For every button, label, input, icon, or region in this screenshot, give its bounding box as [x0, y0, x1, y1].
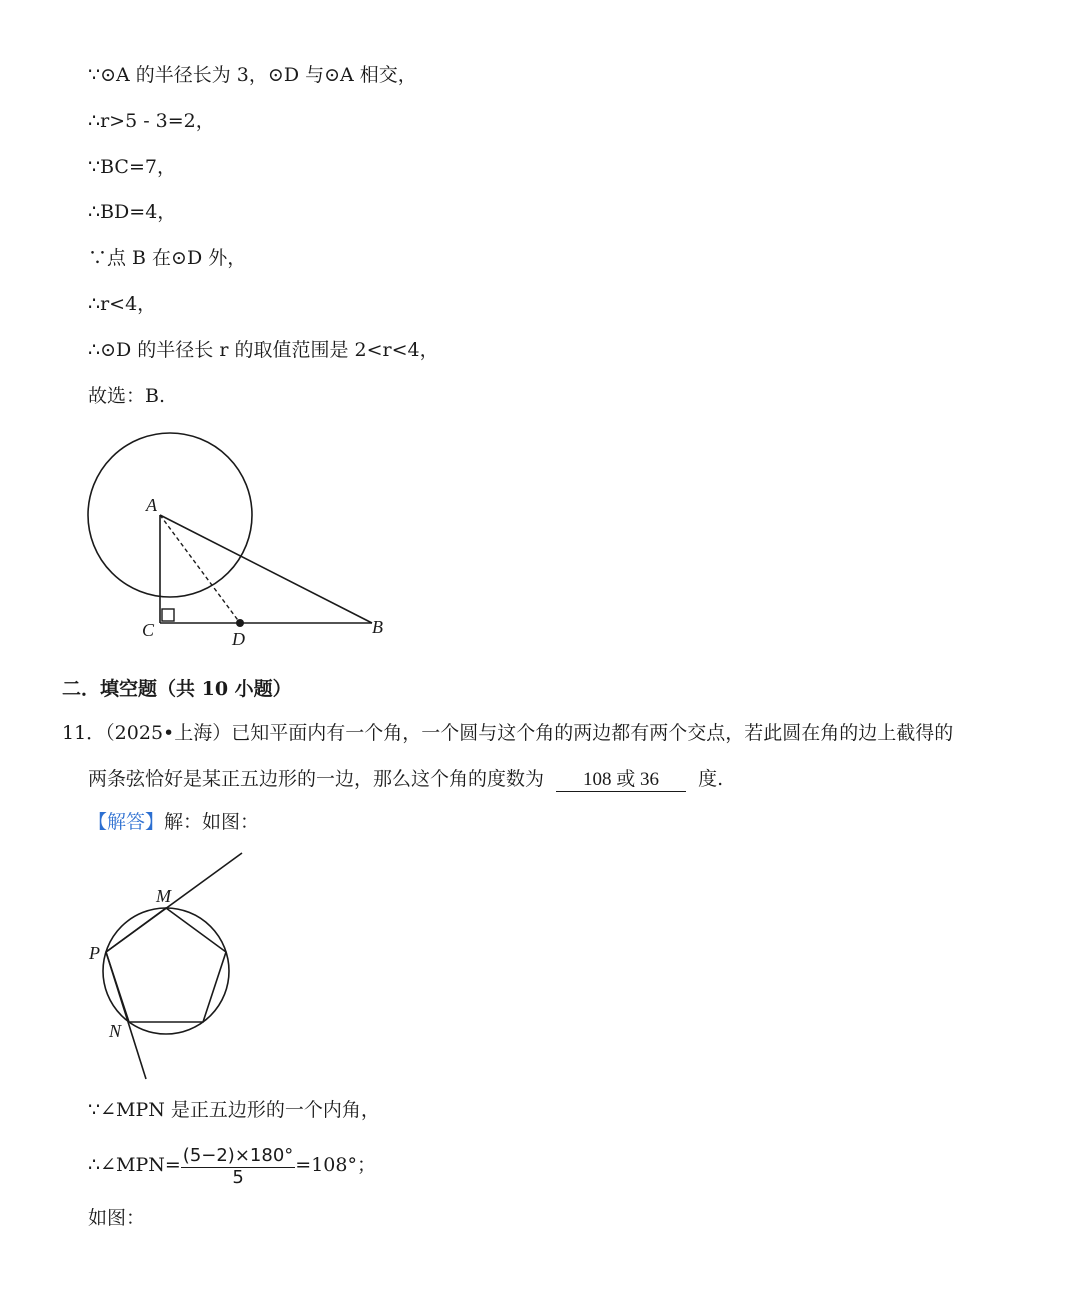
reasoning-line-1: ∵∠MPN 是正五边形的一个内角， [88, 1099, 380, 1121]
label-d: D [232, 629, 245, 649]
solution-line-8: 故选：B. [88, 385, 166, 407]
solution-line-1: ∵⊙A 的半径长为 3，⊙D 与⊙A 相交， [88, 64, 417, 86]
answer-tag: 【解答】 [88, 811, 165, 833]
angle-expression: ∴∠MPN= [88, 1154, 181, 1176]
label-m: M [156, 886, 171, 906]
section-title: 二．填空题（共 10 小题） [62, 678, 292, 700]
answer-intro: 解：如图： [164, 811, 260, 833]
circle-a [88, 433, 252, 597]
angle-ray-upper [106, 853, 242, 952]
label-p: P [89, 943, 100, 963]
right-angle-mark [162, 609, 174, 621]
circumcircle [103, 908, 229, 1034]
segment-ad-dashed [160, 515, 240, 623]
label-n: N [109, 1021, 122, 1041]
question-11-text: 两条弦恰好是某正五边形的一边，那么这个角的度数为 [88, 768, 545, 790]
solution-line-2: ∴r>5 - 3=2， [88, 110, 215, 132]
question-11-line1: 11．（2025•上海）已知平面内有一个角，一个圆与这个角的两边都有两个交点，若此圆在角的边上截得的 [62, 722, 954, 744]
solution-line-3: ∵BC=7， [88, 156, 176, 178]
label-b: B [372, 617, 383, 637]
question-11-unit: 度. [698, 768, 724, 790]
interior-angle-fraction [181, 1145, 295, 1187]
segment-ab [160, 515, 372, 623]
fraction-numerator: (5−2)×180° [182, 1145, 294, 1166]
reasoning-line-2 [88, 1142, 376, 1188]
question-11-line2 [88, 764, 723, 792]
solution-line-5: ∵点 B 在⊙D 外， [88, 247, 247, 269]
fraction-denominator: 5 [232, 1167, 244, 1188]
label-c: C [142, 620, 155, 640]
label-a: A [146, 495, 157, 515]
circle-triangle-figure [80, 425, 400, 655]
pentagon-figure [80, 845, 260, 1085]
solution-line-4: ∴BD=4， [88, 201, 177, 223]
angle-result: =108°； [295, 1154, 376, 1176]
answer-intro-line [88, 810, 259, 834]
reasoning-line-3: 如图： [88, 1207, 146, 1229]
solution-line-7: ∴⊙D 的半径长 r 的取值范围是 2<r<4， [88, 339, 439, 361]
answer-blank: 108 或 36 [556, 764, 686, 792]
solution-line-6: ∴r<4， [88, 293, 157, 315]
angle-ray-lower [106, 952, 146, 1079]
point-d [236, 619, 244, 627]
